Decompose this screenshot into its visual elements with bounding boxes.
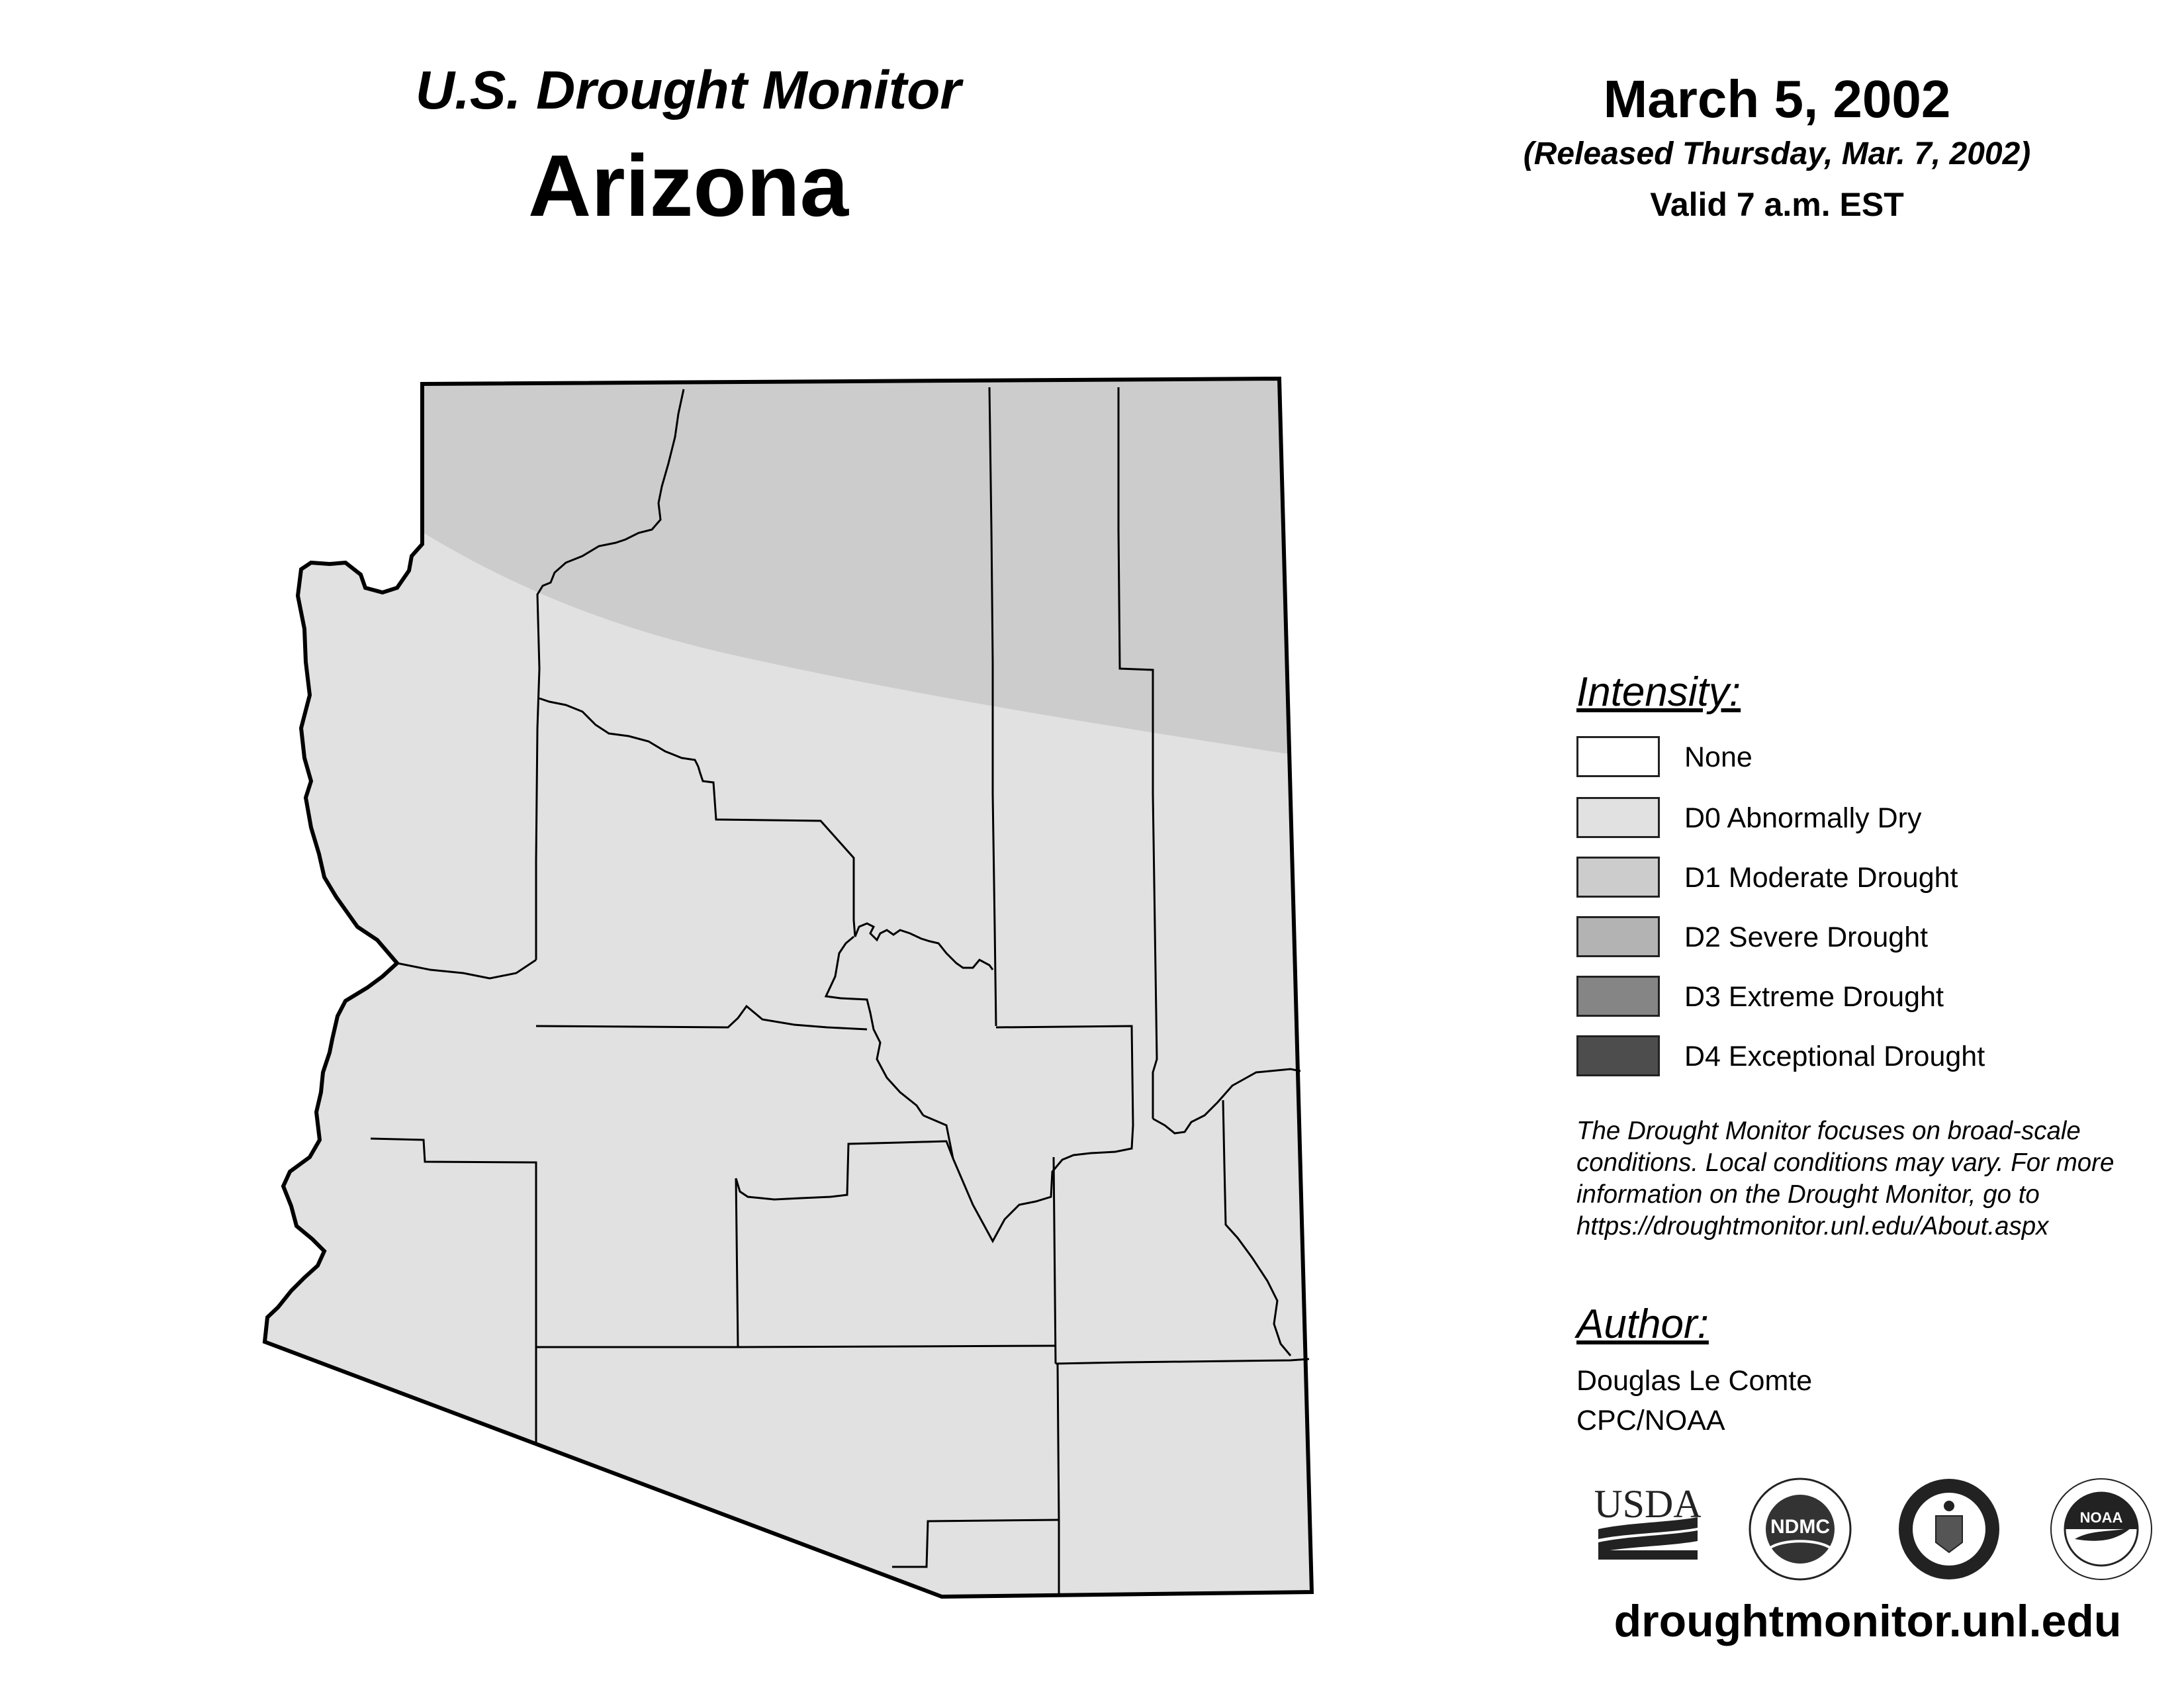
- author-org: CPC/NOAA: [1576, 1405, 1725, 1436]
- drought-monitor-note: The Drought Monitor focuses on broad-scale conditions. Local conditions may vary. For more information on the Drought Monitor, go to https://droughtmonitor.unl.edu/About.aspx: [1576, 1117, 2115, 1241]
- legend-swatch: [1576, 1035, 1660, 1076]
- map-date: March 5, 2002: [1603, 70, 1951, 128]
- legend-swatch: [1576, 736, 1660, 777]
- legend-swatch: [1576, 976, 1660, 1017]
- legend-label: D2 Severe Drought: [1684, 921, 1929, 953]
- author-name: Douglas Le Comte: [1576, 1365, 1813, 1397]
- legend-label: D1 Moderate Drought: [1684, 862, 1958, 894]
- noaa-logo-text: NOAA: [2079, 1509, 2123, 1526]
- valid-time: Valid 7 a.m. EST: [1650, 186, 1904, 223]
- noaa-logo: [2048, 1476, 2154, 1585]
- state-title: Arizona: [527, 137, 849, 234]
- ndmc-logo-text: NDMC: [1770, 1516, 1830, 1538]
- legend-swatch: [1576, 797, 1660, 838]
- release-date: (Released Thursday, Mar. 7, 2002): [1523, 136, 2031, 171]
- legend-title: Intensity:: [1576, 669, 1741, 715]
- department-of-commerce-icon: [1896, 1476, 2002, 1585]
- ndmc-logo: [1747, 1476, 1853, 1585]
- author-title: Author:: [1576, 1301, 1709, 1347]
- map-subtitle: U.S. Drought Monitor: [415, 60, 962, 120]
- legend-label: D0 Abnormally Dry: [1684, 802, 1922, 834]
- legend-label: None: [1684, 741, 1752, 773]
- usda-logo-text: USDA: [1595, 1482, 1701, 1526]
- legend-label: D3 Extreme Drought: [1684, 981, 1944, 1013]
- usda-logo: [1595, 1476, 1701, 1566]
- legend-label: D4 Exceptional Drought: [1684, 1041, 1985, 1072]
- legend-swatch: [1576, 857, 1660, 898]
- website-link[interactable]: droughtmonitor.unl.edu: [1614, 1596, 2122, 1646]
- legend-swatch: [1576, 916, 1660, 957]
